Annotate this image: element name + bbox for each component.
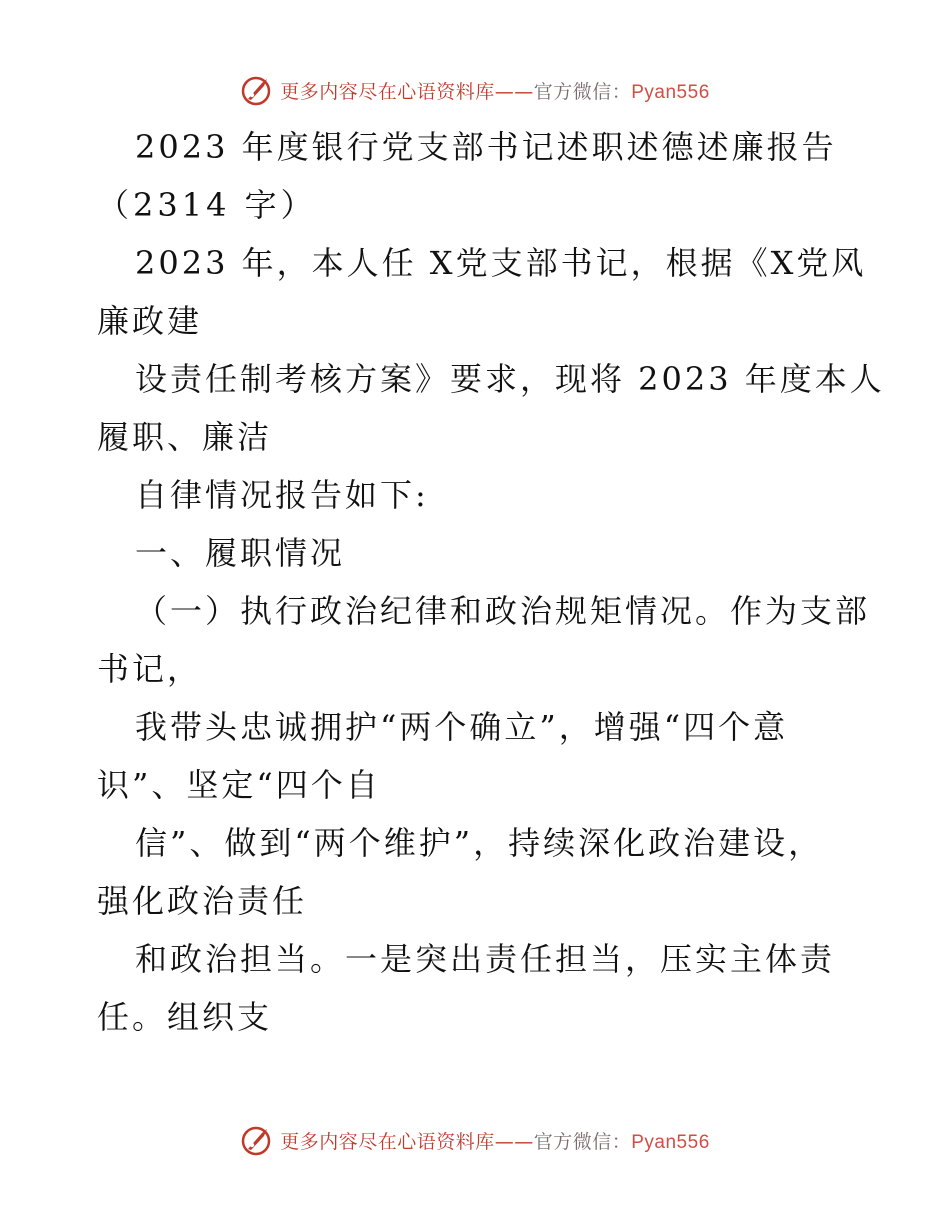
pen-nib-logo-icon	[240, 73, 274, 107]
banner-separator: ——	[494, 80, 534, 103]
banner-label: 官方微信：	[533, 1130, 632, 1153]
paragraph-line: 任。组织支	[97, 998, 273, 1036]
document-body	[97, 118, 885, 1046]
pen-nib-logo-icon	[240, 1123, 274, 1157]
paragraph-line: （一）执行政治纪律和政治规矩情况。作为支部	[135, 592, 871, 630]
paragraph-line: 和政治担当。一是突出责任担当，压实主体责	[135, 940, 836, 978]
paragraph-line: 设责任制考核方案》要求，现将 2023 年度本人	[135, 360, 885, 398]
paragraph-line: 书记，	[97, 650, 203, 688]
paragraph-line: 信”、做到“两个维护”，持续深化政治建设，	[135, 824, 824, 862]
paragraph-line: 履职、廉洁	[97, 418, 273, 456]
banner-wechat-id: Pyan556	[631, 81, 710, 103]
paragraph-line: 强化政治责任	[97, 882, 308, 920]
paragraph-line: 自律情况报告如下:	[135, 476, 429, 514]
section-heading: 一、履职情况	[135, 534, 346, 572]
header-banner	[0, 70, 950, 110]
banner-brand: 更多内容尽在心语资料库	[280, 80, 495, 103]
banner-separator: ——	[494, 1130, 534, 1153]
paragraph-line: 2023 年，本人任 X党支部书记，根据《X党风	[135, 244, 867, 282]
banner-wechat-id: Pyan556	[631, 1131, 710, 1153]
paragraph-line: 识”、坚定“四个自	[97, 766, 381, 804]
banner-text	[280, 77, 710, 104]
footer-banner	[0, 1120, 950, 1160]
banner-text	[280, 1127, 710, 1154]
document-title: 2023 年度银行党支部书记述职述德述廉报告	[135, 128, 837, 166]
banner-label: 官方微信：	[533, 80, 632, 103]
document-subtitle: （2314 字）	[97, 186, 317, 224]
paragraph-line: 廉政建	[97, 302, 203, 340]
banner-brand: 更多内容尽在心语资料库	[280, 1130, 495, 1153]
paragraph-line: 我带头忠诚拥护“两个确立”，增强“四个意	[135, 708, 789, 746]
